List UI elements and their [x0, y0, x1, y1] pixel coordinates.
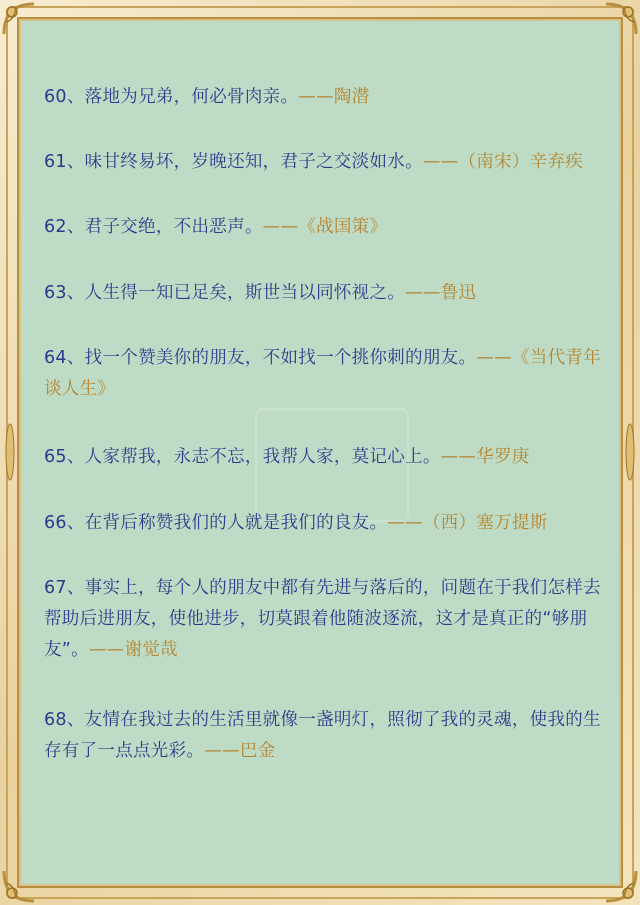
quote-number: 60、	[44, 87, 85, 107]
quote-item	[44, 82, 614, 113]
quote-author: 《当代青年谈人生》	[44, 348, 601, 399]
quote-number: 65、	[44, 447, 85, 467]
quote-author: 陶潜	[333, 87, 370, 107]
quote-text: 人生得一知已足矣，斯世当以同怀视之。	[84, 283, 406, 303]
quote-item	[44, 442, 614, 473]
quote-dash: ——	[204, 741, 240, 761]
quote-item	[44, 705, 614, 767]
quote-dash: ——	[387, 513, 423, 533]
quote-number: 68、	[44, 710, 85, 730]
quote-number: 62、	[44, 217, 85, 237]
quote-text: 找一个赞美你的朋友，不如找一个挑你刺的朋友。	[84, 348, 477, 368]
quote-dash: ——	[476, 348, 512, 368]
quote-number: 64、	[44, 348, 85, 368]
quote-text: 落地为兄弟，何必骨肉亲。	[84, 87, 299, 107]
quote-number: 66、	[44, 513, 85, 533]
quote-text: 人家帮我，永志不忘，我帮人家，莫记心上。	[84, 447, 441, 467]
quote-author: 巴金	[239, 741, 276, 761]
quote-item	[44, 573, 614, 666]
quote-dash: ——	[422, 152, 459, 172]
quote-item	[44, 508, 614, 539]
quote-author: （西）塞万提斯	[422, 513, 548, 533]
quote-item	[44, 147, 614, 178]
side-ornament-icon	[625, 422, 635, 482]
quote-text: 在背后称赞我们的人就是我们的良友。	[84, 513, 388, 533]
quote-text: 味甘终易坏，岁晚还知，君子之交淡如水。	[84, 152, 423, 172]
quote-author: 谢觉哉	[124, 640, 178, 660]
quote-dash: ——	[262, 217, 299, 237]
quote-number: 63、	[44, 283, 85, 303]
quote-author: 华罗庚	[476, 447, 530, 467]
quote-author: 《战国策》	[298, 217, 388, 237]
quote-item	[44, 343, 614, 405]
quote-text: 友情在我过去的生活里就像一盏明灯，照彻了我的灵魂，使我的生存有了一点点光彩。	[44, 710, 601, 761]
quote-number: 67、	[44, 578, 85, 598]
quote-author: 鲁迅	[440, 283, 477, 303]
quote-author: （南宋）辛弃疾	[458, 152, 584, 172]
side-ornament-icon	[5, 422, 15, 482]
quote-dash: ——	[88, 640, 125, 660]
quote-item	[44, 212, 614, 243]
quote-dash: ——	[298, 87, 334, 107]
quote-item	[44, 278, 614, 309]
quote-number: 61、	[44, 152, 85, 172]
quote-text: 君子交绝，不出恶声。	[84, 217, 263, 237]
quote-dash: ——	[440, 447, 477, 467]
quote-dash: ——	[405, 283, 441, 303]
quote-text: 事实上，每个人的朋友中都有先进与落后的，问题在于我们怎样去帮助后进朋友，使他进步，切莫跟着他随波逐流，这才是真正的“够朋友”。	[44, 578, 601, 660]
